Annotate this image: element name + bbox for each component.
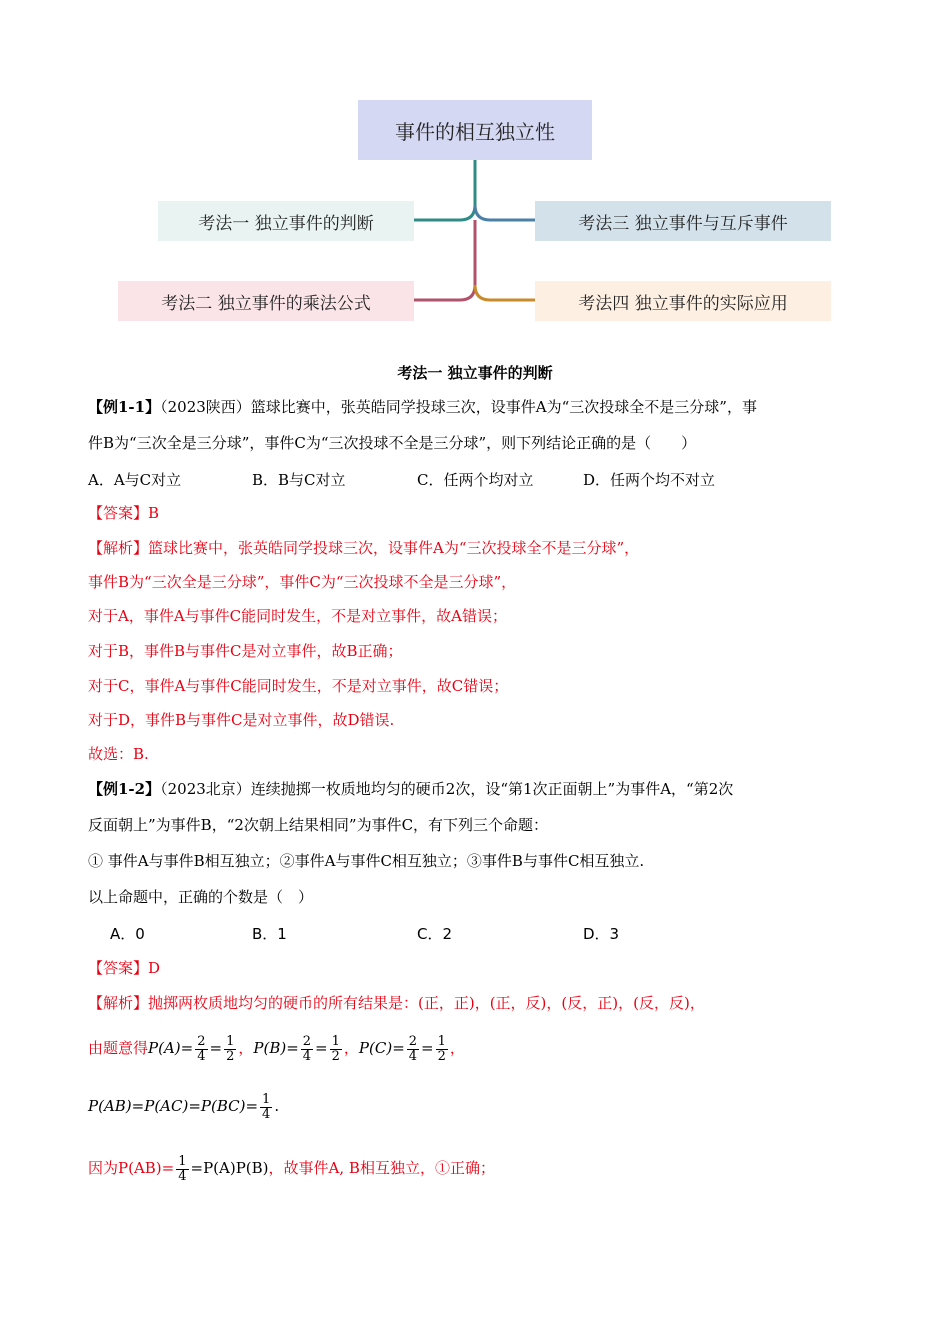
ex2-option-a: A．0	[110, 925, 145, 943]
ex2-solution-4	[88, 1150, 495, 1186]
frac-1-2c: $\frac{1}{2}$	[437, 1033, 446, 1064]
frac-1-4: $\frac{1}{4}$	[262, 1091, 271, 1122]
ex1-solution-4: 对于B，事件B与事件C是对立事件，故B正确；	[88, 642, 403, 660]
ex2-answer: 【答案】D	[88, 959, 161, 977]
ex1-solution-6: 对于D，事件B与事件C是对立事件，故D错误.	[88, 711, 395, 729]
connector-m2	[414, 220, 475, 300]
ex1-question-line2: 件B为“三次全是三分球”，事件C为“三次投球不全是三分球”，则下列结论正确的是（ ）	[88, 434, 697, 452]
ex2-question-line4: 以上命题中，正确的个数是（ ）	[88, 888, 314, 906]
ex2-solution-3: P(AB)=P(AC)=P(BC)= $\frac{1}{4}$ .	[88, 1091, 280, 1122]
ex1-solution-1: 【解析】篮球比赛中，张英皓同学投球三次，设事件A为“三次投球全不是三分球”，	[88, 539, 640, 557]
frac-2-4c: $\frac{2}{4}$	[408, 1033, 418, 1064]
ex1-solution-7: 故选：B.	[88, 745, 149, 763]
mindmap-method-3: 考法三 独立事件与互斥事件	[535, 201, 831, 241]
ex2-sol4-suffix: ，故事件A, B相互独立，①正确；	[268, 1159, 495, 1177]
ex2-sol4-mid: =P(A)P(B)	[190, 1159, 269, 1177]
ex2-question-line1	[88, 779, 733, 799]
ex1-option-c: C．任两个均对立	[417, 471, 534, 489]
ex2-solution-2: 由题意得P(A)= $\frac{2}{4}$ = $\frac{1}{2}$ ，P(B)= $\frac{2}{4}$ = $\frac{1}{2}$ ，P(C)= $\frac{2}{4}$ = $\frac{1}{2}$ ，	[88, 1033, 465, 1064]
section-title: 考法一 独立事件的判断	[397, 364, 553, 382]
connector-m4	[475, 285, 535, 300]
frac-2-4: $\frac{2}{4}$	[197, 1033, 206, 1064]
frac-1-2b: $\frac{1}{2}$	[331, 1033, 340, 1064]
ex2-option-d: D．3	[583, 925, 620, 943]
ex1-answer: 【答案】B	[88, 504, 160, 522]
ex2-pc: P(C)=	[358, 1039, 405, 1057]
ex1-question-line1	[88, 397, 757, 417]
connector-m1	[414, 160, 475, 220]
ex2-pa: P(A)=	[148, 1039, 194, 1057]
ex2-question-line2: 反面朝上”为事件B，“2次朝上结果相同”为事件C，有下列三个命题：	[88, 816, 549, 834]
ex2-pb: P(B)=	[253, 1039, 299, 1057]
ex1-solution-5: 对于C，事件A与事件C能同时发生，不是对立事件，故C错误；	[88, 677, 509, 695]
ex2-option-c: C．2	[417, 925, 453, 943]
ex1-text1: （2023陕西）篮球比赛中，张英皓同学投球三次，设事件A为“三次投球全不是三分球”，事	[160, 398, 757, 416]
ex1-solution-3: 对于A，事件A与事件C能同时发生，不是对立事件，故A错误；	[88, 607, 507, 625]
ex1-solution-2: 事件B为“三次全是三分球”，事件C为“三次投球不全是三分球”，	[88, 573, 517, 591]
ex2-tag: 【例1-2】	[88, 780, 161, 798]
ex2-solution-1: 【解析】抛掷两枚质地均匀的硬币的所有结果是：(正，正)，(正，反)，(反，正)，(反，反)，	[88, 994, 705, 1012]
ex1-option-b: B．B与C对立	[252, 471, 346, 489]
ex2-option-b: B．1	[252, 925, 287, 943]
ex2-question-line3: ① 事件A与事件B相互独立；②事件A与事件C相互独立；③事件B与事件C相互独立.	[88, 852, 645, 870]
ex2-sol2-prefix: 由题意得	[88, 1039, 149, 1057]
mindmap-root: 事件的相互独立性	[358, 100, 592, 160]
mindmap-method-1: 考法一 独立事件的判断	[158, 201, 414, 241]
frac-1-2: $\frac{1}{2}$	[226, 1033, 235, 1064]
ex2-sol3-expr: P(AB)=P(AC)=P(BC)=	[88, 1097, 259, 1115]
ex2-text1: （2023北京）连续抛掷一枚质地均匀的硬币2次，设“第1次正面朝上”为事件A，“第2次	[160, 780, 734, 798]
mindmap-method-4: 考法四 独立事件的实际应用	[535, 281, 831, 321]
ex1-option-a: A．A与C对立	[88, 471, 182, 489]
ex1-option-d: D．任两个均不对立	[583, 471, 716, 489]
frac-2-4b: $\frac{2}{4}$	[302, 1033, 312, 1064]
frac-1-4b: $\frac{1}{4}$	[178, 1153, 187, 1184]
ex1-tag: 【例1-1】	[88, 398, 161, 416]
mindmap-method-2: 考法二 独立事件的乘法公式	[118, 281, 414, 321]
ex2-sol4-prefix: 因为P(AB)=	[88, 1159, 175, 1177]
connector-m3	[475, 205, 535, 220]
